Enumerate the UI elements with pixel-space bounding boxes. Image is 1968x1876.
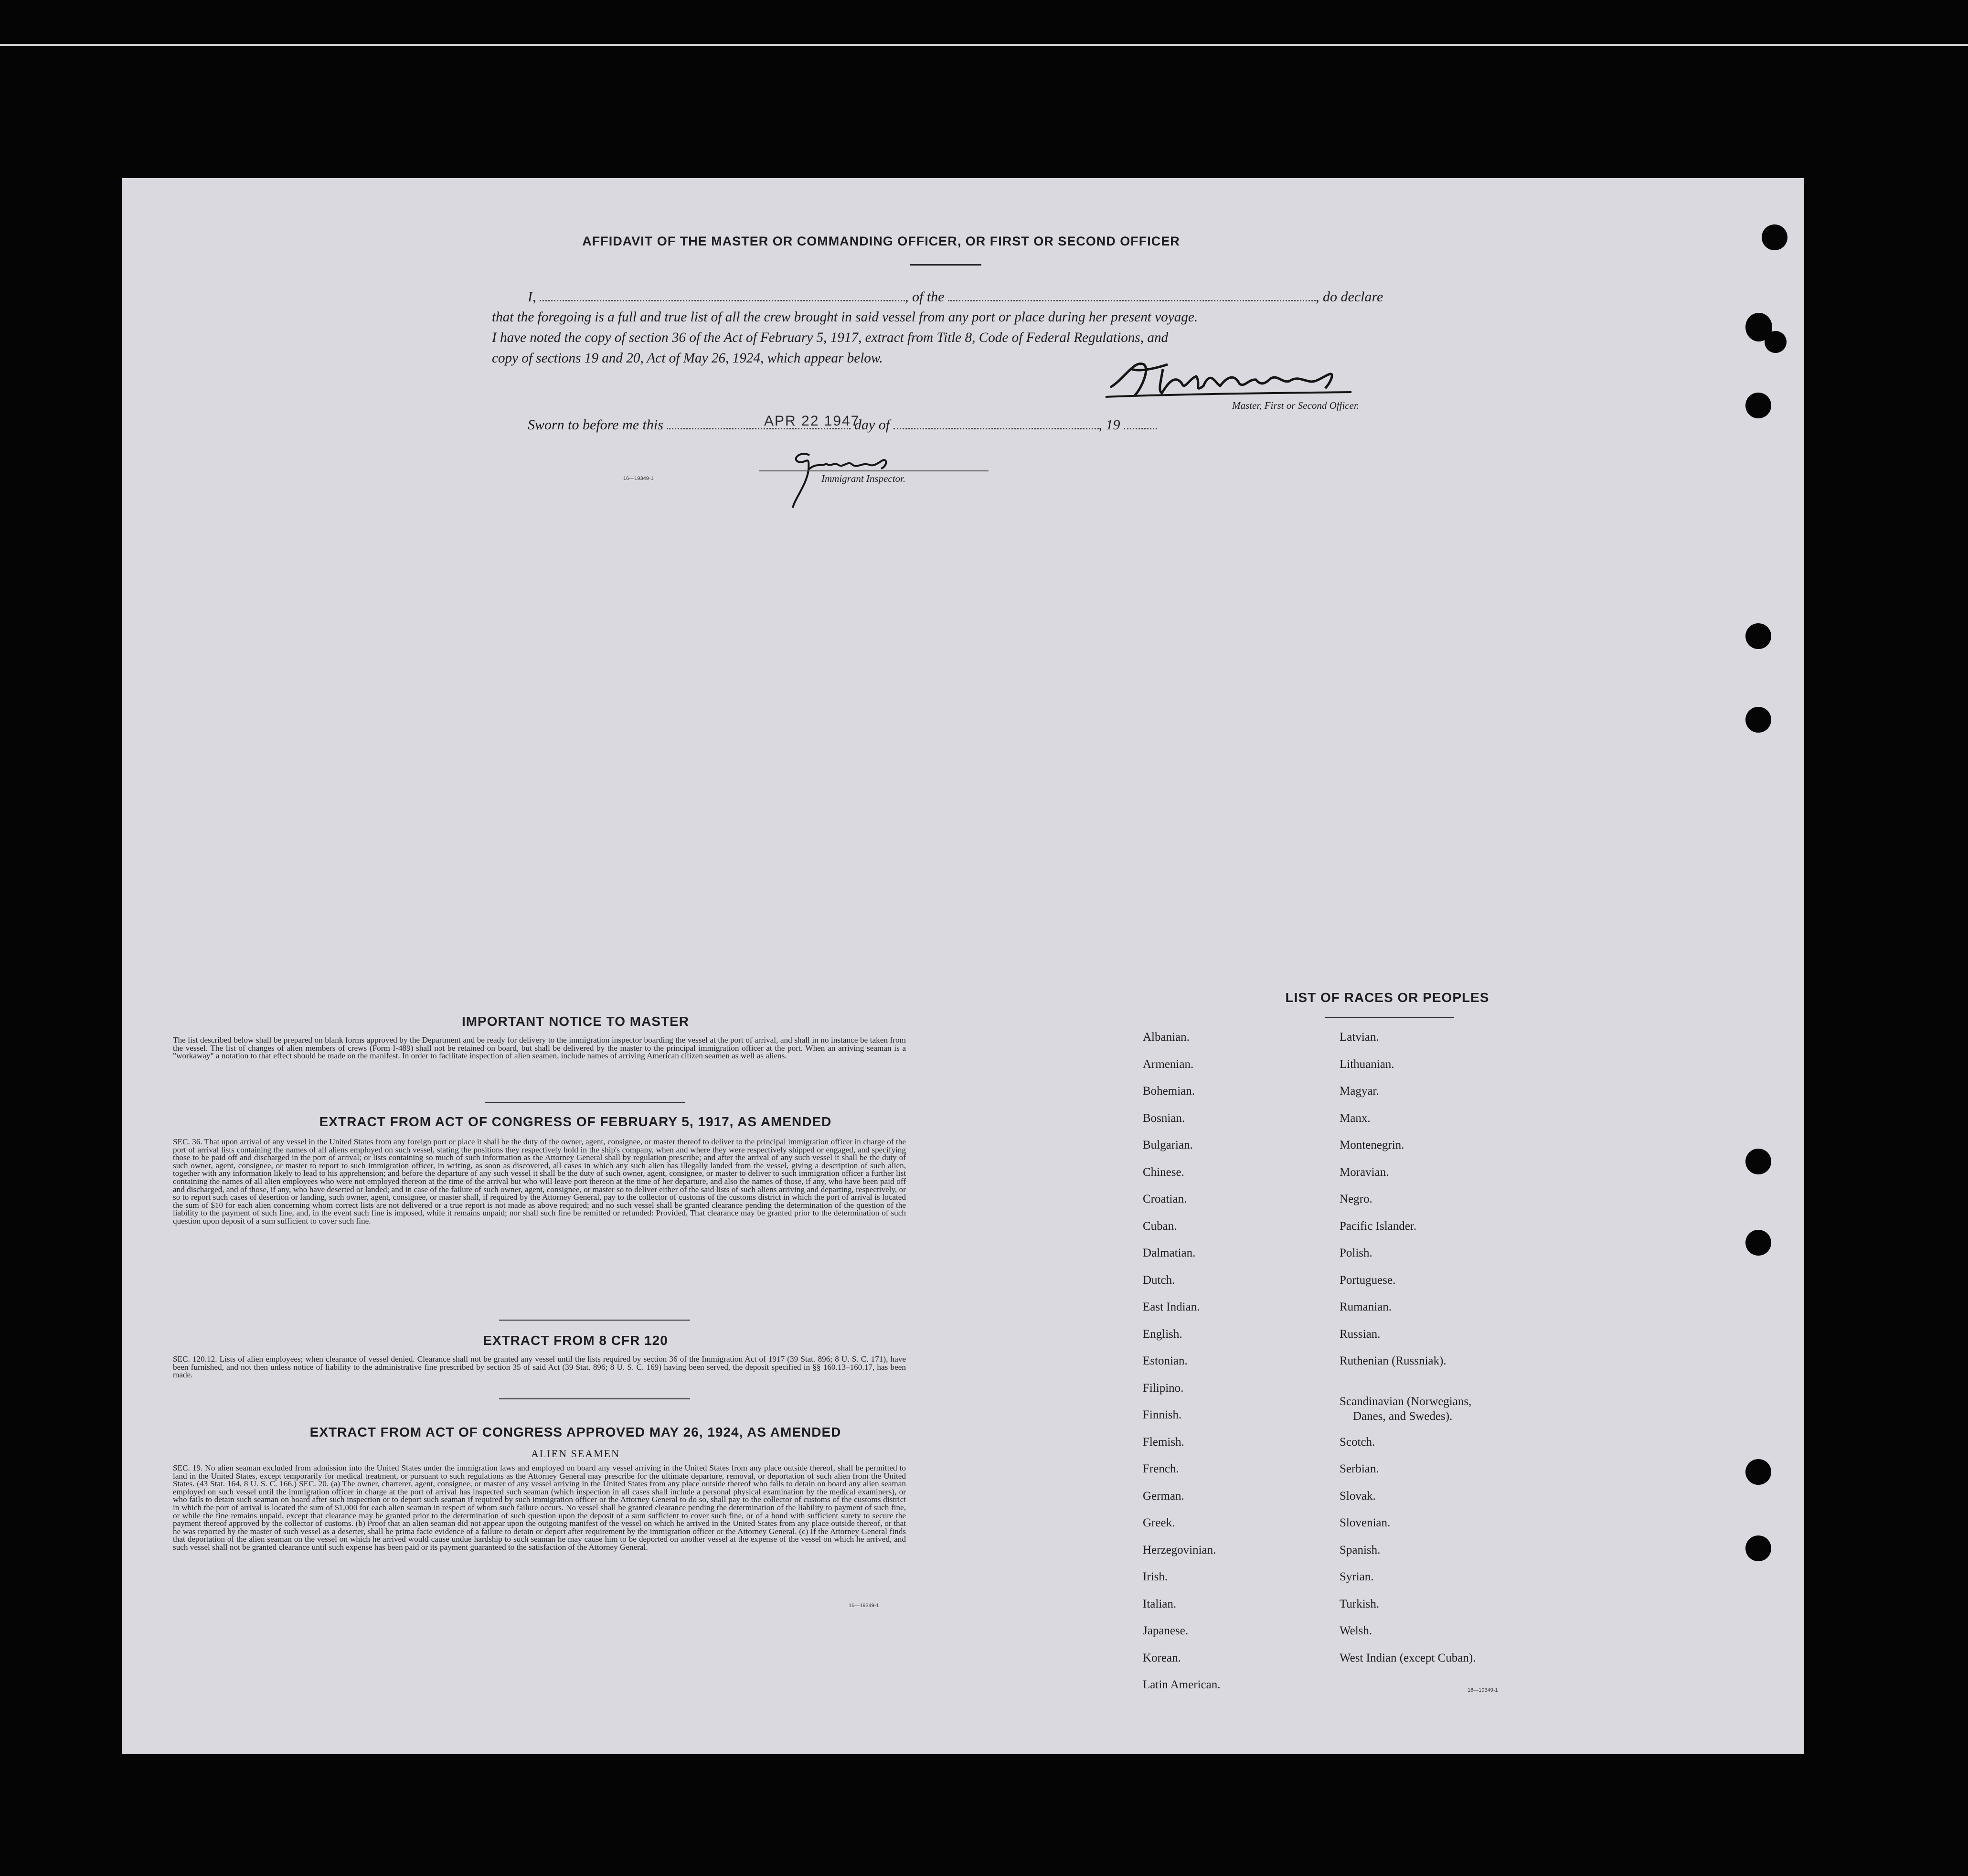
extract-1917-rule: [499, 1320, 690, 1321]
race-item: Dutch.: [1143, 1273, 1175, 1287]
race-item: Turkish.: [1340, 1597, 1380, 1610]
document-page: [122, 178, 1804, 1754]
extract-8cfr-text: SEC. 120.12. Lists of alien employees; when clearance of vessel denied. Clearance shall not be granted any vessel until the lists required by section 36 of the Immigration Act of 1917 (39 Stat. 896; 8 U. S. C. 171), have been furnished, and not then unless notice of liability to the administrative fine prescribed by section 35 of said Act (39 Stat. 896; 8 U. S. C. 169) having been served, the deposit specified in §§ 160.13–160.17, has been made.: [173, 1354, 906, 1380]
race-item: English.: [1143, 1327, 1182, 1341]
race-item: Greek.: [1143, 1516, 1175, 1529]
form-number: 16—19349-1: [623, 476, 654, 481]
extract-8cfr-title: EXTRACT FROM 8 CFR 120: [483, 1333, 668, 1348]
race-item: West Indian (except Cuban).: [1340, 1651, 1476, 1664]
race-item: Serbian.: [1340, 1462, 1379, 1475]
race-item: Italian.: [1143, 1597, 1177, 1610]
extract-8cfr-rule: [499, 1398, 690, 1399]
race-item: Bosnian.: [1143, 1111, 1185, 1125]
punch-hole: [1745, 623, 1771, 649]
race-item: Pacific Islander.: [1340, 1219, 1417, 1233]
extract-1917-text: SEC. 36. That upon arrival of any vessel in the United States from any foreign port or place it shall be the duty of the owner, agent, consignee, or master thereof to deliver to the principal immigration officer in charge of the port of arrival lists containing the names of all aliens employed on such vessel, stating the positions they respectively hold in the ship's company, when and where they were respectively shipped or engaged, and specifying those to be paid off and discharged in the port of arrival; or lists containing so much of such information as the Attorney General shall by regulation prescribe; and after the arrival of any such vessel it shall be the duty of such owner, agent, consignee, or master to report to such immigration officer, in writing, as soon as discovered, all cases in which any such alien has illegally landed from the vessel, giving a description of such alien, together with any information likely to lead to his apprehension; and before the departure of any such vessel it shall be the duty of such owner, agent, consignee, or master to deliver to such immigration officer a further list containing the names of all alien employees who were not employed thereon at the time of the arrival but who will leave port thereon at the time of her departure, and also the names of those, if any, who have been paid off and discharged, and of those, if any, who have deserted or landed; and in case of the failure of such owner, agent, consignee, or master so to deliver either of the said lists of such aliens arriving and departing, respectively, or so to report such cases of desertion or landing, such owner, agent, consignee, or master shall, if required by the Attorney General, pay to the collector of customs of the customs district in which the port of arrival is located the sum of $10 for each alien concerning whom correct lists are not delivered or a true report is not made as above required; and no such vessel shall be granted clearance pending the determination of the question of the liability to the payment of such fine, and, in the event such fine is imposed, while it remains unpaid; nor shall such fine be remitted or refunded: Provided, That clearance may be granted prior to the determination of such question upon deposit of a sum sufficient to cover such fine.: [173, 1137, 906, 1226]
race-item: Scotch.: [1340, 1435, 1375, 1449]
race-item: Latvian.: [1340, 1031, 1379, 1044]
race-item: Portuguese.: [1340, 1273, 1396, 1287]
master-caption: Master, First or Second Officer.: [1232, 400, 1359, 411]
affidavit-i: I,: [528, 289, 536, 305]
inspector-caption: Immigrant Inspector.: [821, 473, 906, 484]
race-item: Bulgarian.: [1143, 1139, 1193, 1151]
race-item: East Indian.: [1143, 1300, 1200, 1313]
affidavit-line-2: that the foregoing is a full and true list of all the crew brought in said vessel from any port or place during her present voyage.: [492, 309, 1198, 325]
name-blank[interactable]: [540, 289, 905, 301]
title-rule: [910, 264, 981, 266]
punch-hole: [1762, 224, 1787, 250]
punch-hole: [1745, 1459, 1771, 1485]
notice-text: The list described below shall be prepared on blank forms approved by the Department and be ready for delivery to the immigration inspector boarding the vessel at the port of arrival, and shall in no instance be taken from the vessel. The list of changes of alien members of crews (Form I-489) shall not be retained on board, but shall be delivered by the master to the principal immigration officer at the port. When an arriving seaman is a "workaway" a notation to that effect should be made on the manifest. In order to facilitate inspection of alien seamen, include names of arriving American citizen seamen as well as aliens.: [173, 1035, 906, 1061]
races-rule: [1325, 1017, 1454, 1018]
punch-hole: [1745, 1535, 1771, 1561]
race-item: Armenian.: [1143, 1057, 1194, 1071]
race-item: Syrian.: [1340, 1570, 1374, 1583]
race-item: Slovenian.: [1340, 1516, 1391, 1529]
notice-title: IMPORTANT NOTICE TO MASTER: [461, 1014, 690, 1029]
race-item: Russian.: [1340, 1327, 1381, 1341]
race-item: Estonian.: [1143, 1354, 1188, 1367]
race-item: Slovak.: [1340, 1489, 1376, 1503]
date-stamp: APR 22 1947: [764, 413, 860, 429]
sworn-month-blank[interactable]: [894, 417, 1099, 429]
extract-1917-title: EXTRACT FROM ACT OF CONGRESS OF FEBRUARY 5, 1917, AS AMENDED: [319, 1114, 832, 1129]
race-item: Moravian.: [1340, 1165, 1389, 1179]
punch-hole: [1745, 1149, 1771, 1174]
race-item: Croatian.: [1143, 1193, 1187, 1205]
race-item: Irish.: [1143, 1570, 1168, 1583]
race-item: Chinese.: [1143, 1165, 1184, 1179]
day-of-text: day of: [854, 417, 890, 433]
race-item: Bohemian.: [1143, 1085, 1195, 1098]
race-item: Lithuanian.: [1340, 1057, 1394, 1071]
extract-1924-text: SEC. 19. No alien seaman excluded from admission into the United States under the immigration laws and employed on board any vessel arriving in the United States from any place outside thereof, shall be permitted to land in the United States, except temporarily for medical treatment, or pursuant to such regulations as the Attorney General may prescribe for the ultimate departure, removal, or deportation of such alien from the United States. (43 Stat. 164, 8 U. S. C. 166.) SEC. 20. (a) The owner, charterer, agent, consignee, or master of any vessel arriving in the United States from any place outside thereof who fails to detain on board any alien seaman employed on such vessel until the immigration officer in charge at the port of arrival has inspected such seaman (which inspection in all cases shall include a personal physical examination by the medical examiners), or who fails to detain such seaman on board after such inspection or to deport such seaman if required by such immigration officer or the Attorney General to do so, shall pay to the collector of customs of the customs district in which the port of arrival is located the sum of $1,000 for each alien seaman in respect of whom such failure occurs. No vessel shall be granted clearance pending the determination of the liability to payment of such fine, or while the fine remains unpaid, except that clearance may be granted prior to the determination of such question upon the deposit of a sum sufficient to cover such fine, or of a bond with sufficient surety to secure the payment thereof approved by the collector of customs. (b) Proof that an alien seaman did not appear upon the outgoing manifest of the vessel on which he arrived in the United States from any place outside thereof, or that he was reported by the master of such vessel as a deserter, shall be prima facie evidence of a failure to detain or deport after requirement by the immigration officer or the Attorney General. (c) If the Attorney General finds that deportation of the alien seaman on the vessel on which he arrived would cause undue hardship to such seaman he may cause him to be deported on another vessel at the expense of the vessel on which he arrived, and such vessel shall not be granted clearance until such expense has been paid or its payment guaranteed to the satisfaction of the Attorney General.: [173, 1463, 906, 1552]
race-item: Ruthenian (Russniak).: [1340, 1354, 1447, 1367]
race-item: Filipino.: [1143, 1381, 1184, 1395]
race-item: Finnish.: [1143, 1408, 1182, 1421]
punch-hole: [1765, 331, 1787, 353]
sworn-text: Sworn to before me this: [528, 417, 663, 433]
extract-form-number: 16—19349-1: [849, 1603, 879, 1609]
race-item: Dalmatian.: [1143, 1247, 1196, 1259]
notice-rule: [485, 1102, 685, 1103]
race-item: Negro.: [1340, 1193, 1372, 1205]
year-prefix: , 19: [1098, 417, 1120, 433]
race-item: Japanese.: [1143, 1624, 1189, 1637]
inspector-line: [759, 470, 989, 471]
race-item: Herzegovinian.: [1143, 1543, 1216, 1556]
race-item: German.: [1143, 1489, 1184, 1503]
race-item: Albanian.: [1143, 1031, 1190, 1044]
vessel-blank[interactable]: [948, 289, 1316, 301]
extract-1924-title: EXTRACT FROM ACT OF CONGRESS APPROVED MAY 26, 1924, AS AMENDED: [309, 1425, 841, 1439]
race-item: Welsh.: [1340, 1624, 1372, 1637]
year-blank[interactable]: [1124, 417, 1157, 429]
affidavit-line-1: [528, 289, 1383, 305]
races-title: LIST OF RACES OR PEOPLES: [1285, 990, 1489, 1005]
race-item: Cuban.: [1143, 1219, 1177, 1233]
affidavit-line-3: I have noted the copy of section 36 of the Act of February 5, 1917, extract from Title 8, Code of Federal Regulations, and: [492, 330, 1169, 345]
race-item: Montenegrin.: [1340, 1139, 1404, 1151]
punch-hole: [1745, 393, 1771, 418]
race-item: Magyar.: [1340, 1085, 1379, 1098]
affidavit-title: AFFIDAVIT OF THE MASTER OR COMMANDING OFFICER, OR FIRST OR SECOND OFFICER: [582, 234, 1180, 248]
punch-hole: [1745, 707, 1771, 733]
race-item: Danes, and Swedes).: [1353, 1409, 1453, 1423]
master-signature: [1106, 350, 1354, 407]
extract-1924-subtitle: ALIEN SEAMEN: [531, 1448, 620, 1460]
race-item: Latin American.: [1143, 1678, 1221, 1691]
race-item: French.: [1143, 1462, 1179, 1475]
race-item: Manx.: [1340, 1111, 1371, 1125]
affidavit-line-4: copy of sections 19 and 20, Act of May 26, 1924, which appear below.: [492, 351, 883, 366]
race-item: Spanish.: [1340, 1543, 1381, 1556]
race-item: Flemish.: [1143, 1435, 1184, 1449]
affidavit-of-the: , of the: [905, 289, 945, 305]
race-item: Scandinavian (Norwegians,: [1340, 1395, 1472, 1408]
races-form-number: 16—19349-1: [1468, 1687, 1498, 1693]
affidavit-declare: , do declare: [1316, 289, 1383, 305]
race-item: Korean.: [1143, 1651, 1181, 1664]
race-item: Polish.: [1340, 1247, 1372, 1259]
race-item: Rumanian.: [1340, 1300, 1392, 1313]
scan-edge-line: [0, 44, 1968, 46]
punch-hole: [1745, 1230, 1771, 1256]
